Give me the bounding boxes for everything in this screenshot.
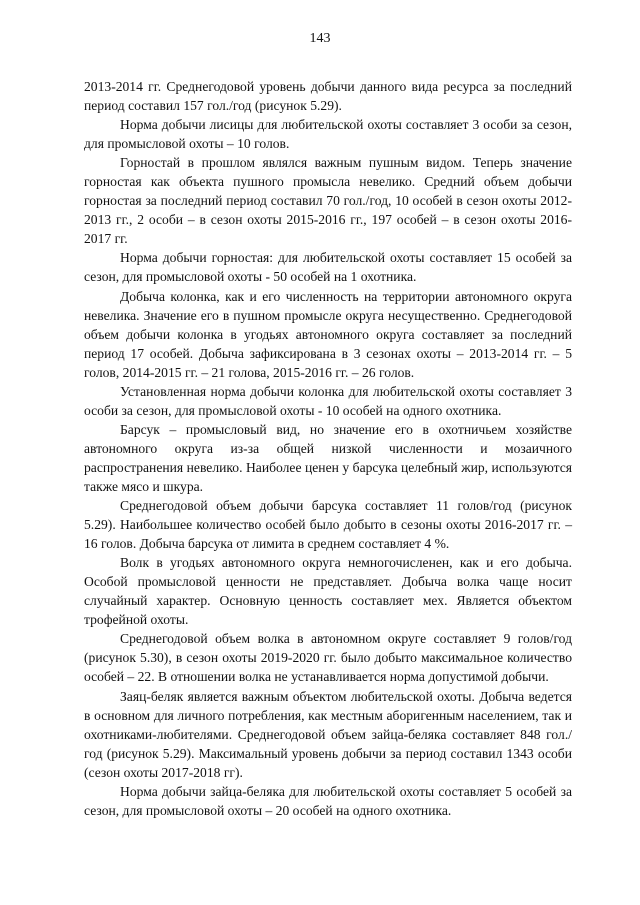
paragraph-fox-harvest-continued: 2013-2014 гг. Среднегодовой уровень добычи данного вида ресурса за последний период составил 157 гол./год (рисунок 5.29).: [84, 79, 572, 114]
paragraph-badger-overview: Барсук – промысловый вид, но значение его в охотничьем хозяйстве автономного округа из-за общей низкой численности и мозаичного распространения невелико. Наиболее ценен у барсука целебный жир, используются также мясо и шкура.: [84, 421, 572, 494]
paragraph-ermine-overview: Горностай в прошлом являлся важным пушным видом. Теперь значение горностая как объекта пушного промысла невелико. Средний объем добычи горностая за последний период составил 70 гол./год, 10 особей в сезон охоты 2012-2013 гг., 2 особи – в сезон охоты 2015-2016 гг., 197 особей – в сезон охоты 2016-2017 гг.: [84, 155, 572, 247]
paragraph-wolf-harvest: Среднегодовой объем волка в автономном округе составляет 9 голов/год (рисунок 5.30), в сезон охоты 2019-2020 гг. было добыто максимальное количество особей – 22. В отношении волка не устанавливается норма допустимой добычи.: [84, 631, 572, 685]
paragraph-hare-overview: Заяц-беляк является важным объектом любительской охоты. Добыча ведется в основном для личного потребления, как местным аборигенным населением, так и охотниками-любителями. Среднегодовой объем зайца-беляка составляет 848 гол./год (рисунок 5.29). Максимальный уровень добычи за период составил 1343 особи (сезон охоты 2017-2018 гг).: [84, 688, 572, 780]
document-body: [84, 77, 572, 820]
paragraph-wolf-overview: Волк в угодьях автономного округа немногочисленен, как и его добыча. Особой промысловой ценности не представляет. Добыча волка чаще носит случайный характер. Основную ценность составляет мех. Является объектом трофейной охоты.: [84, 555, 572, 628]
paragraph-siberian-weasel-overview: Добыча колонка, как и его численность на территории автономного округа невелика. Значение его в пушном промысле округа несущественно. Среднегодовой объем добычи колонка в угодьях автономного округа составляет за последний период 17 особей. Добыча зафиксирована в 3 сезонах охоты – 2013-2014 гг. – 5 голов, 2014-2015 гг. – 21 голова, 2015-2016 гг. – 26 голов.: [84, 288, 572, 380]
page-number: 143: [309, 31, 331, 46]
paragraph-badger-harvest: Среднегодовой объем добычи барсука составляет 11 голов/год (рисунок 5.29). Наибольшее количество особей было добыто в сезоны охоты 2016-2017 гг. – 16 голов. Добыча барсука от лимита в среднем составляет 4 %.: [84, 498, 572, 552]
paragraph-siberian-weasel-harvest-norm: Установленная норма добычи колонка для любительской охоты составляет 3 особи за сезон, для промысловой охоты - 10 особей на одного охотника.: [84, 383, 572, 418]
paragraph-hare-harvest-norm: Норма добычи зайца-беляка для любительской охоты составляет 5 особей за сезон, для промысловой охоты – 20 особей на одного охотника.: [84, 783, 572, 818]
paragraph-fox-harvest-norm: Норма добычи лисицы для любительской охоты составляет 3 особи за сезон, для промысловой охоты – 10 голов.: [84, 117, 572, 152]
paragraph-ermine-harvest-norm: Норма добычи горностая: для любительской охоты составляет 15 особей за сезон, для промысловой охоты - 50 особей на 1 охотника.: [84, 250, 572, 285]
